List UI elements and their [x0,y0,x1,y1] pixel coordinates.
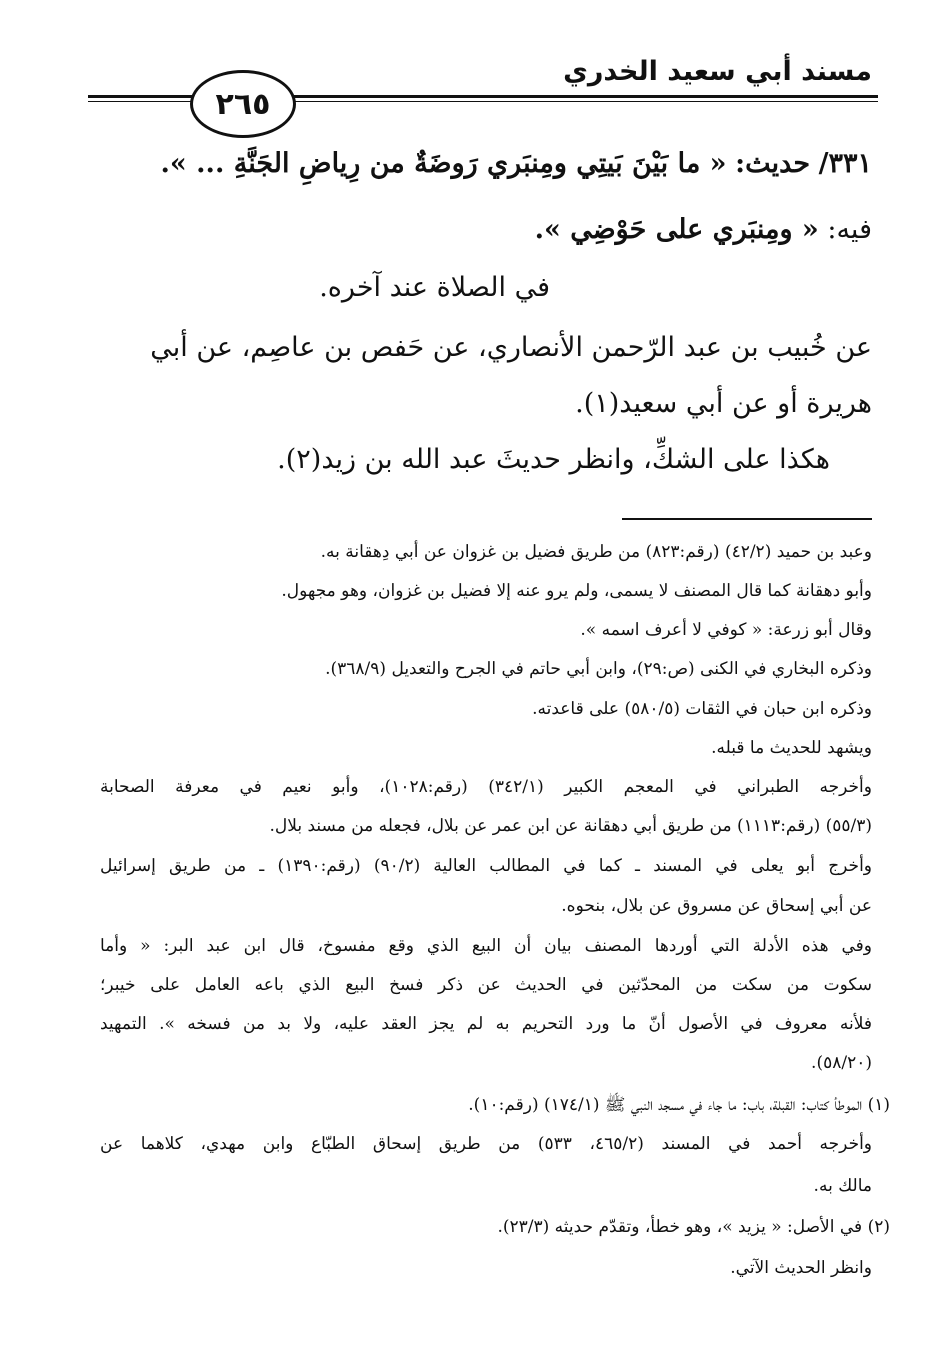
footnote-line: (٥٨/٢٠). [811,1053,872,1073]
footnote-line: وذكره البخاري في الكنى (ص:٢٩)، وابن أبي حاتم في الجرح والتعديل (٣٦٨/٩). [325,659,872,679]
hadith-label: حديث: [735,148,811,179]
footnote-line: فلأنه معروف في الأصول أنّ ما ورد التحريم به لم يجز العقد عليه، ولا بد من فسخه ». التمهيد [100,1014,872,1034]
footnote-line: وقال أبو زرعة: « كوفي لا أعرف اسمه ». [580,620,872,640]
footnote-line: وانظر الحديث الآتي. [730,1258,872,1278]
footnote-line: وفي هذه الأدلة التي أوردها المصنف بيان أن البيع الذي وقع مفسوخ، قال ابن عبد البر: « وأما [100,936,872,956]
footnote-2: (٢) في الأصل: « يزيد »، وهو خطأ، وتقدّم حديثه (٢٣/٣). [497,1217,890,1237]
fih-label: فيه: [827,214,872,245]
footnote-line: عن أبي إسحاق عن مسروق عن بلال، بنحوه. [561,896,872,916]
running-header-title: مسند أبي سعيد الخدري [563,56,872,87]
hadith-number: ٣٣١/ [818,148,872,179]
footnote-line: (٥٥/٣) (رقم:١١١٣) من طريق أبي دهقانة عن ابن عمر عن بلال، فجعله من مسند بلال. [269,816,872,836]
fih-text: « ومِنبَري على حَوْضِي ». [534,214,819,245]
editor-note: هكذا على الشكِّ، وانظر حديثَ عبد الله بن زيد(٢). [277,444,830,475]
footnote-line: وأبو دهقانة كما قال المصنف لا يسمى، ولم يرو عنه إلا فضيل بن غزوان، وهو مجهول. [281,581,872,601]
footnote-line: مالك به. [813,1176,872,1196]
chain-line-1: عن خُبيب بن عبد الرّحمن الأنصاري، عن حَفص بن عاصِم، عن أبي [150,332,872,363]
context-line: في الصلاة عند آخره. [319,272,550,303]
footnote-line: وأخرجه الطبراني في المعجم الكبير (٣٤٢/١) (رقم:١٠٢٨)، وأبو نعيم في معرفة الصحابة [100,777,872,797]
chain-line-2: هريرة أو عن أبي سعيد(١). [575,388,872,419]
footnote-line: وذكره ابن حبان في الثقات (٥٨٠/٥) على قاعدته. [532,699,872,719]
footnote-1: (١) الموطأ كتاب: القبلة، باب: ما جاء في مسجد النبي ﷺ (١٧٤/١) (رقم:١٠). [468,1095,890,1115]
footnote-line: وأخرج أبو يعلى في المسند ـ كما في المطالب العالية (٩٠/٢) (رقم:١٣٩٠) ـ من طريق إسرائيل [100,856,872,876]
hadith-text: « ما بَيْنَ بَيتِي ومِنبَري رَوضَةٌ من رِياضِ الجَنَّةِ ... ». [160,148,727,179]
hadith-heading [160,148,872,179]
footnote-line: وأخرجه أحمد في المسند (٤٦٥/٢، ٥٣٣) من طريق إسحاق الطبّاع وابن مهدي، كلاهما عن [100,1134,873,1154]
page-number-badge [190,70,296,138]
footnote-line: ويشهد للحديث ما قبله. [711,738,872,758]
footnote-line: وعبد بن حميد (٤٢/٢) (رقم:٨٢٣) من طريق فضيل بن غزوان عن أبي دِهقانة به. [320,542,872,562]
footnote-separator [622,518,872,520]
page-number: ٢٦٥ [215,86,271,122]
fih-line [535,214,872,245]
footnote-line: سكوت من سكت من المحدّثين في الحديث عن ذكر فسخ البيع الذي باعه العامل على خيبر؛ [100,975,872,995]
